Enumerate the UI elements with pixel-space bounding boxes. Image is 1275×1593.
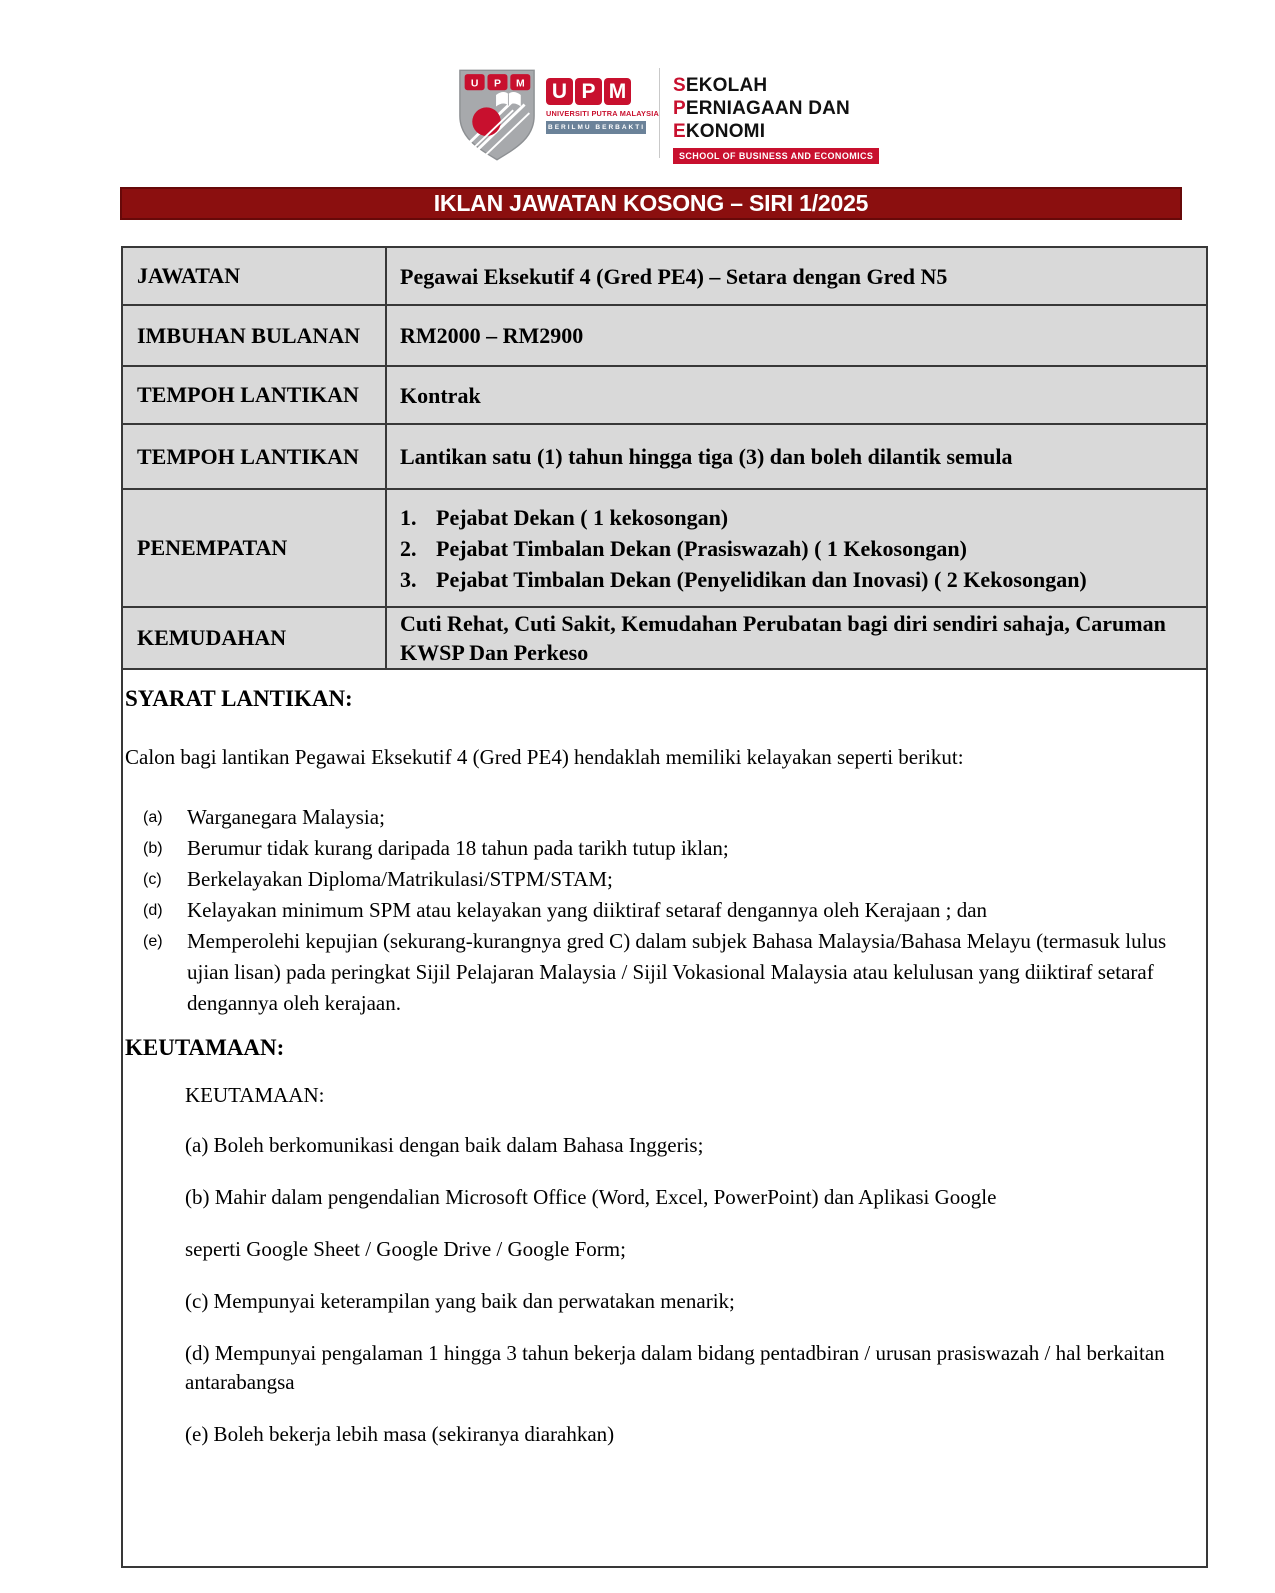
vacancy-details-table [121,246,1208,670]
crest-letter-u: U [470,78,479,90]
syarat-intro: Calon bagi lantikan Pegawai Eksekutif 4 (Gred PE4) hendaklah memiliki kelayakan seperti berikut: [125,745,964,769]
table-row-penempatan [123,490,1206,608]
requirement-item: (d) Kelayakan minimum SPM atau kelayakan yang diiktiraf setaraf dengannya oleh Kerajaan ; dan [143,898,988,922]
row-value: RM2000 – RM2900 [400,323,584,348]
keutamaan-paragraph: (a) Boleh berkomunikasi dengan baik dalam Bahasa Inggeris; [185,1133,704,1157]
row-value [387,490,1206,606]
upm-wordmark [546,78,659,134]
vacancy-banner [120,187,1182,220]
row-value: Kontrak [400,382,481,408]
placement-item: 3. Pejabat Timbalan Dekan (Penyelidikan dan Inovasi) ( 2 Kekosongan) [400,566,1087,592]
row-label: TEMPOH LANTIKAN [123,425,387,488]
row-label: JAWATAN [123,248,387,304]
school-name-line: SEKOLAH [673,75,768,96]
crest-letter-p: P [493,78,501,90]
table-row-imbuhan [123,306,1206,367]
tile-m: M [604,78,631,105]
tile-u: U [546,78,573,105]
requirement-list [125,802,1204,1019]
requirement-item: (a) Warganegara Malaysia; [143,805,385,829]
keutamaan-paragraph: (e) Boleh bekerja lebih masa (sekiranya diarahkan) [185,1422,615,1446]
requirement-item: (c) Berkelayakan Diploma/Matrikulasi/STPM/STAM; [143,867,613,891]
row-value: Pegawai Eksekutif 4 (Gred PE4) – Setara dengan Gred N5 [400,263,948,289]
row-value: Cuti Rehat, Cuti Sakit, Kemudahan Perubatan bagi diri sendiri sahaja, Caruman KWSP Dan Perkeso [400,611,1166,665]
keutamaan-paragraph: (d) Mempunyai pengalaman 1 hingga 3 tahun bekerja dalam bidang pentadbiran / urusan prasiswazah / hal berkaitan antarabangsa [185,1341,1165,1394]
requirement-item: (e) Memperolehi kepujian (sekurang-kurangnya gred C) dalam subjek Bahasa Malaysia/Bahasa Melayu (termasuk lulus ujian lisan) pada peringkat Sijil Pelajaran Malaysia / Sijil Vokasional Malaysia atau kelulusan yang diiktiraf setaraf dengannya oleh kerajaan. [143,929,1167,1015]
school-name-block [673,74,879,164]
requirements-section [121,670,1208,1568]
placement-item: 1. Pejabat Dekan ( 1 kekosongan) [400,504,729,530]
upm-letter-tiles [546,78,646,105]
upm-crest-icon [458,68,536,162]
table-row-jawatan [123,248,1206,306]
university-motto: BERILMU BERBAKTI [546,121,646,134]
table-row-kemudahan [123,608,1206,668]
row-label: KEMUDAHAN [123,608,387,668]
syarat-heading: SYARAT LANTIKAN: [125,686,353,711]
row-label: IMBUHAN BULANAN [123,306,387,365]
row-label: PENEMPATAN [123,490,387,606]
keutamaan-paragraph: (b) Mahir dalam pengendalian Microsoft Office (Word, Excel, PowerPoint) dan Aplikasi Google [185,1185,997,1209]
keutamaan-paragraph: (c) Mempunyai keterampilan yang baik dan perwatakan menarik; [185,1289,735,1313]
crest-letter-m: M [515,78,525,90]
vertical-divider [659,68,660,158]
tile-p: P [575,78,602,105]
placement-list [400,502,1087,595]
university-name: UNIVERSITI PUTRA MALAYSIA [546,109,659,118]
banner-title: IKLAN JAWATAN KOSONG – SIRI 1/2025 [433,190,869,216]
school-name-line: EKONOMI [673,121,766,142]
row-label: TEMPOH LANTIKAN [123,367,387,423]
requirement-item: (b) Berumur tidak kurang daripada 18 tahun pada tarikh tutup iklan; [143,836,729,860]
keutamaan-paragraph: seperti Google Sheet / Google Drive / Google Form; [185,1237,626,1261]
school-name-line: PERNIAGAAN DAN [673,98,850,119]
table-row-tempoh-1 [123,367,1206,425]
placement-item: 2. Pejabat Timbalan Dekan (Prasiswazah) ( 1 Kekosongan) [400,535,967,561]
keutamaan-subheading: KEUTAMAAN: [185,1083,325,1107]
keutamaan-heading: KEUTAMAAN: [125,1035,285,1060]
letterhead [458,66,879,166]
table-row-tempoh-2 [123,425,1206,490]
row-value: Lantikan satu (1) tahun hingga tiga (3) dan boleh dilantik semula [400,444,1013,469]
school-name-english: SCHOOL OF BUSINESS AND ECONOMICS [673,148,879,164]
